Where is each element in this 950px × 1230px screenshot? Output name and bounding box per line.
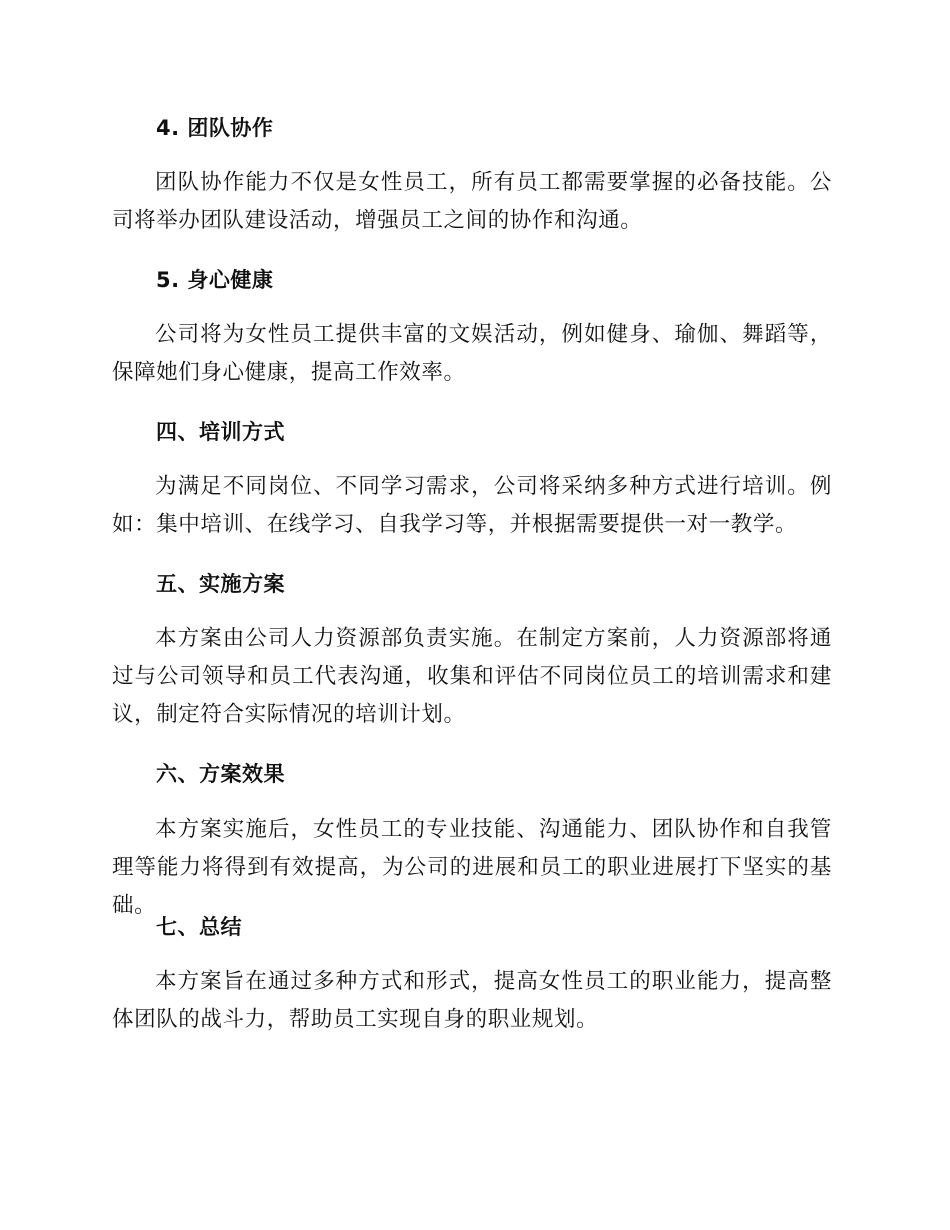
section-heading-plan-effect: 六、方案效果: [156, 762, 285, 786]
section-heading-physical-mental-health: 5. 身心健康: [156, 268, 274, 292]
section-body-physical-mental-health: 公司将为女性员工提供丰富的文娱活动，例如健身、瑜伽、舞蹈等，保障她们身心健康，提高工作效率。: [112, 322, 832, 385]
section-heading-training-methods: 四、培训方式: [156, 420, 285, 444]
section-heading-summary: 七、总结: [156, 915, 242, 939]
section-heading-implementation-plan: 五、实施方案: [156, 572, 285, 596]
section-body-summary: 本方案旨在通过多种方式和形式，提高女性员工的职业能力，提高整体团队的战斗力，帮助员工实现自身的职业规划。: [112, 969, 832, 1032]
section-heading-team-collaboration: 4. 团队协作: [156, 116, 274, 140]
section-body-implementation-plan: 本方案由公司人力资源部负责实施。在制定方案前，人力资源部将通过与公司领导和员工代表沟通，收集和评估不同岗位员工的培训需求和建议，制定符合实际情况的培训计划。: [112, 626, 832, 727]
section-body-training-methods: 为满足不同岗位、不同学习需求，公司将采纳多种方式进行培训。例如：集中培训、在线学习、自我学习等，并根据需要提供一对一教学。: [112, 474, 832, 537]
section-body-plan-effect: 本方案实施后，女性员工的专业技能、沟通能力、团队协作和自我管理等能力将得到有效提高，为公司的进展和员工的职业进展打下坚实的基础。: [112, 817, 832, 918]
section-body-team-collaboration: 团队协作能力不仅是女性员工，所有员工都需要掌握的必备技能。公司将举办团队建设活动，增强员工之间的协作和沟通。: [112, 170, 832, 233]
